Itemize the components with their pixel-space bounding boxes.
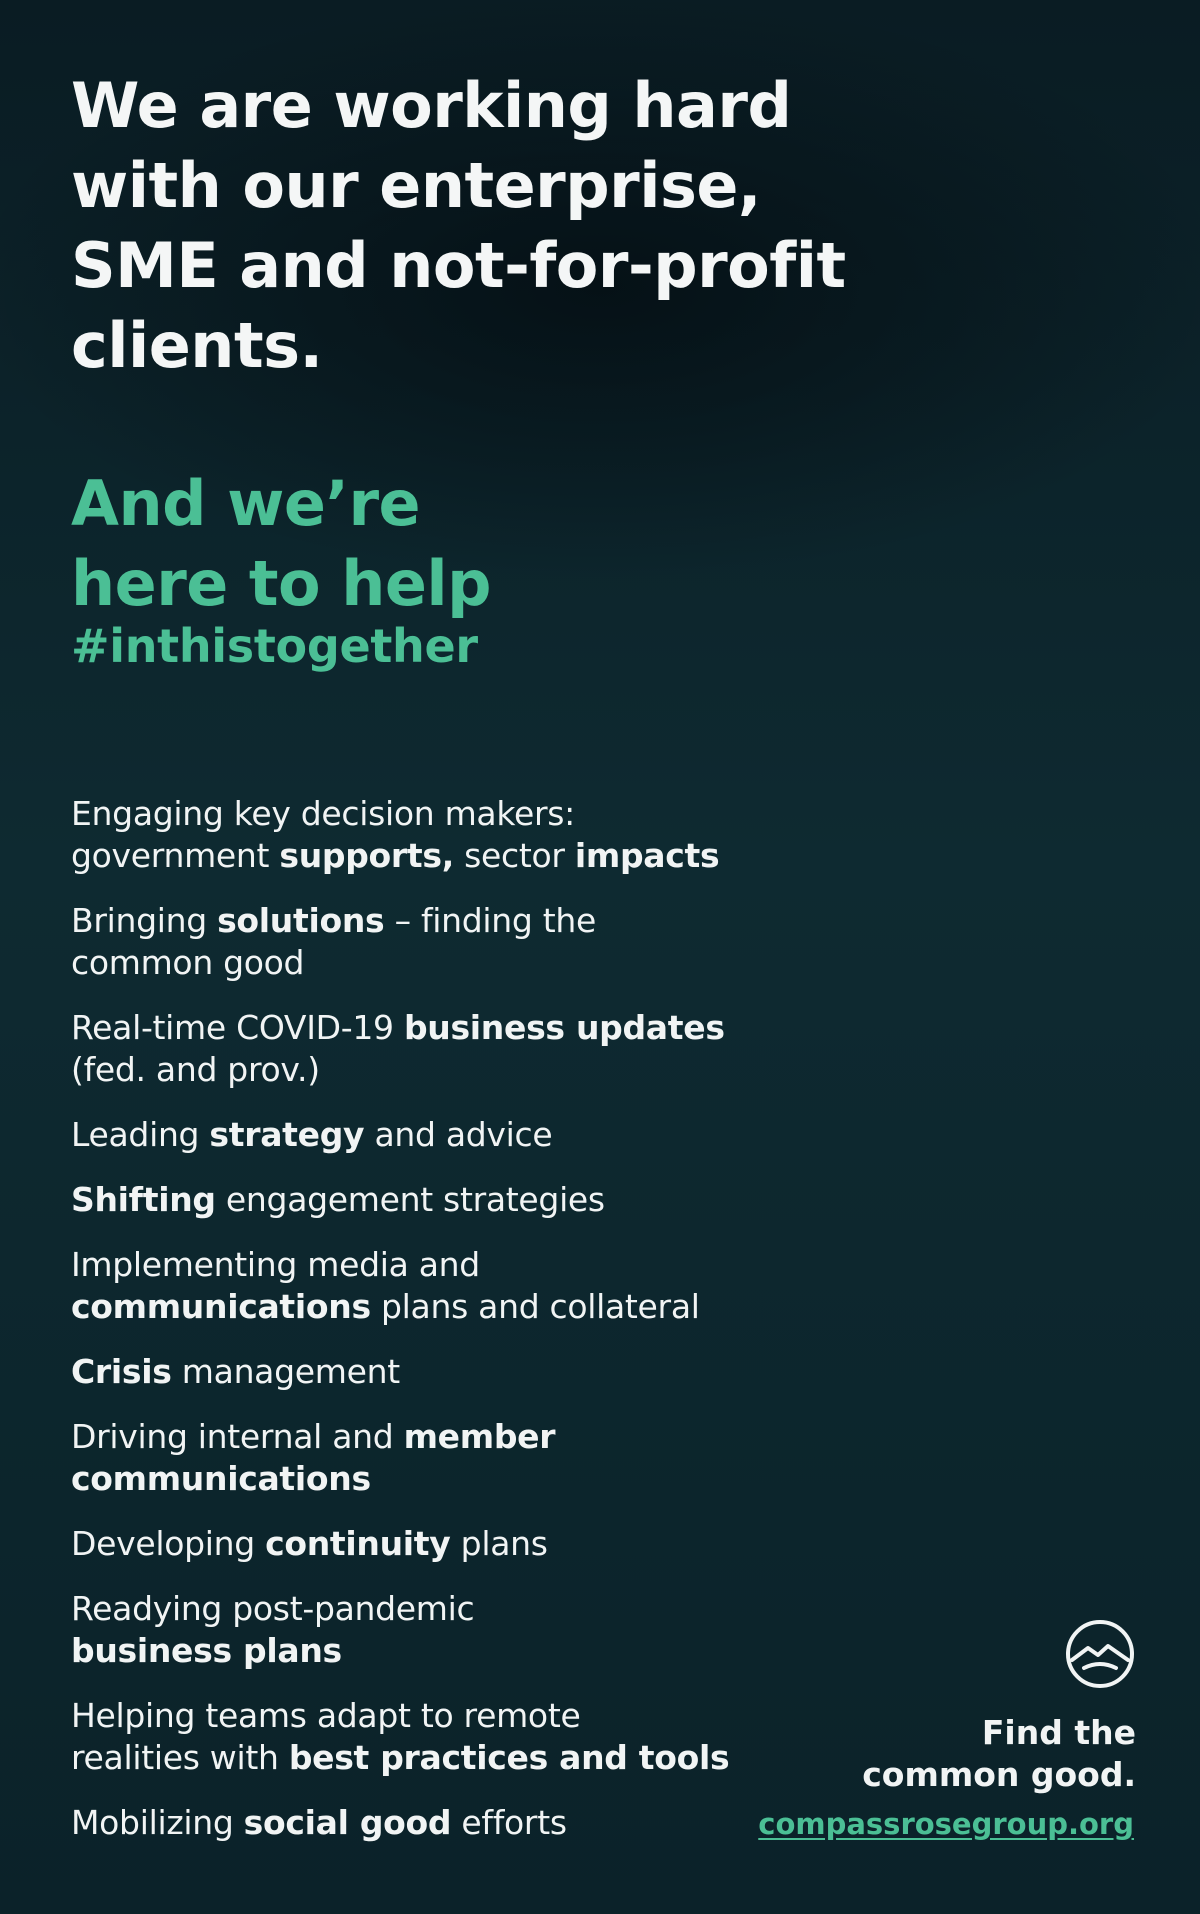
service-text: realities with (71, 1738, 289, 1777)
service-text: engagement strategies (215, 1180, 605, 1219)
service-item (71, 1007, 771, 1091)
service-item (71, 900, 771, 984)
service-text: plans and collateral (370, 1287, 700, 1326)
service-emphasis: supports, (279, 836, 454, 875)
service-text: and advice (364, 1115, 553, 1154)
service-item (71, 1588, 771, 1672)
headline-line: SME and not-for-profit (71, 229, 846, 302)
service-text: Implementing media and (71, 1245, 480, 1284)
service-emphasis: business updates (403, 1008, 725, 1047)
service-item (71, 1114, 771, 1156)
service-emphasis: member (403, 1417, 556, 1456)
service-emphasis: best practices and tools (288, 1738, 730, 1777)
cta-line: common good. (862, 1755, 1136, 1794)
service-text: government (71, 836, 280, 875)
service-emphasis: continuity (265, 1524, 451, 1563)
service-text: sector (453, 836, 575, 875)
service-text: management (171, 1352, 400, 1391)
service-item (71, 1416, 771, 1500)
service-text: Developing (71, 1524, 266, 1563)
service-text: Mobilizing (71, 1803, 244, 1842)
compass-rose-icon (1064, 1618, 1136, 1690)
cta-line: Find the (981, 1713, 1136, 1752)
service-text: Helping teams adapt to remote (71, 1696, 581, 1735)
service-text: Driving internal and (71, 1417, 404, 1456)
help-line: And we’re (71, 467, 421, 540)
service-emphasis: Shifting (71, 1180, 216, 1219)
help-heading (71, 464, 491, 674)
service-item (71, 1523, 771, 1565)
headline-line: with our enterprise, (71, 149, 761, 222)
service-text: Bringing (71, 901, 218, 940)
service-text: Leading (71, 1115, 210, 1154)
service-item (71, 1802, 771, 1844)
service-emphasis: Crisis (71, 1352, 172, 1391)
service-emphasis: communications (71, 1459, 371, 1498)
service-text: plans (450, 1524, 548, 1563)
service-emphasis: strategy (209, 1115, 365, 1154)
service-text: efforts (451, 1803, 567, 1842)
headline (71, 66, 846, 386)
service-item (71, 1695, 771, 1779)
service-emphasis: business plans (71, 1631, 342, 1670)
service-emphasis: communications (71, 1287, 371, 1326)
service-text: (fed. and prov.) (71, 1050, 320, 1089)
service-item (71, 793, 771, 877)
service-emphasis: impacts (574, 836, 720, 875)
service-text: Readying post-pandemic (71, 1589, 475, 1628)
cta-tagline (862, 1712, 1136, 1796)
headline-line: We are working hard (71, 69, 792, 142)
help-line: here to help (71, 547, 492, 620)
service-text: Real-time COVID-19 (71, 1008, 404, 1047)
services-list (71, 793, 771, 1867)
service-item (71, 1179, 771, 1221)
website-link[interactable]: compassrosegroup.org (758, 1807, 1134, 1841)
service-text: common good (71, 943, 305, 982)
service-emphasis: social good (243, 1803, 452, 1842)
headline-line: clients. (71, 309, 323, 382)
hashtag: #inthistogether (71, 619, 478, 673)
service-item (71, 1244, 771, 1328)
service-text: Engaging key decision makers: (71, 794, 575, 833)
service-item (71, 1351, 771, 1393)
service-text: – finding the (384, 901, 596, 940)
service-emphasis: solutions (217, 901, 385, 940)
